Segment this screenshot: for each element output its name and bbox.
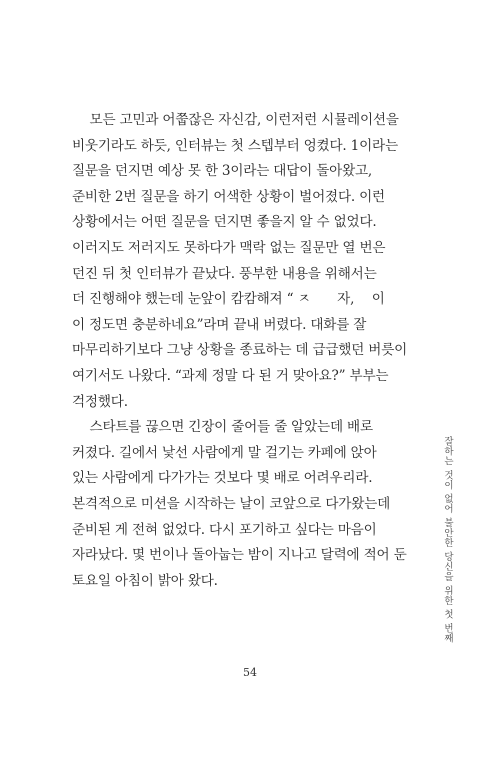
text-line: 질문을 던지면 예상 못 한 3이라는 대답이 돌아왔고, (72, 163, 373, 180)
text-line: 비웃기라도 하듯, 인터뷰는 첫 스텝부터 엉켰다. 1이라는 (72, 137, 398, 154)
text-line: 커졌다. 길에서 낯선 사람에게 말 걸기는 카페에 앉아 (72, 444, 377, 461)
body-text (72, 108, 434, 594)
text-line: 이 정도면 충분하네요”라며 끝내 버렸다. 대화를 잘 (72, 316, 367, 333)
text-line: 준비된 게 전혀 없었다. 다시 포기하고 싶다는 마음이 (72, 521, 377, 538)
text-line: 토요일 아침이 밝아 왔다. (72, 572, 218, 589)
text-line: 이러지도 저러지도 못하다가 맥락 없는 질문만 열 번은 (72, 239, 386, 256)
text-line: 걱정했다. (72, 393, 128, 410)
text-line: 더 진행해야 했는데 눈앞이 캄캄해져 “ ㅈ 자, 이 (72, 291, 385, 308)
text-line: 던진 뒤 첫 인터뷰가 끝났다. 풍부한 내용을 위해서는 (72, 265, 377, 282)
text-line: 상황에서는 어떤 질문을 던지면 좋을지 알 수 없었다. (72, 214, 377, 231)
text-line: 여기서도 나왔다. “과제 정말 다 된 거 맞아요?” 부부는 (72, 367, 389, 384)
text-line: 있는 사람에게 다가가는 것보다 몇 배로 어려우리라. (72, 470, 373, 487)
running-side-title: 잘하는 것이 없어 불안한 당신을 위한 첫 번째 (442, 436, 453, 644)
text-line: 스타트를 끊으면 긴장이 줄어들 줄 알았는데 배로 (72, 419, 373, 436)
text-line: 본격적으로 미션을 시작하는 날이 코앞으로 다가왔는데 (72, 495, 391, 512)
text-line: 준비한 2번 질문을 하기 어색한 상황이 벌어졌다. 이런 (72, 188, 385, 205)
text-line: 모든 고민과 어쭙잖은 자신감, 이런저런 시뮬레이션을 (72, 112, 399, 128)
text-line: 마무리하기보다 그냥 상황을 종료하는 데 급급했던 버릇이 (72, 342, 408, 359)
page-number: 54 (243, 666, 257, 679)
text-line: 자라났다. 몇 번이나 돌아눕는 밤이 지나고 달력에 적어 둔 (72, 547, 407, 564)
